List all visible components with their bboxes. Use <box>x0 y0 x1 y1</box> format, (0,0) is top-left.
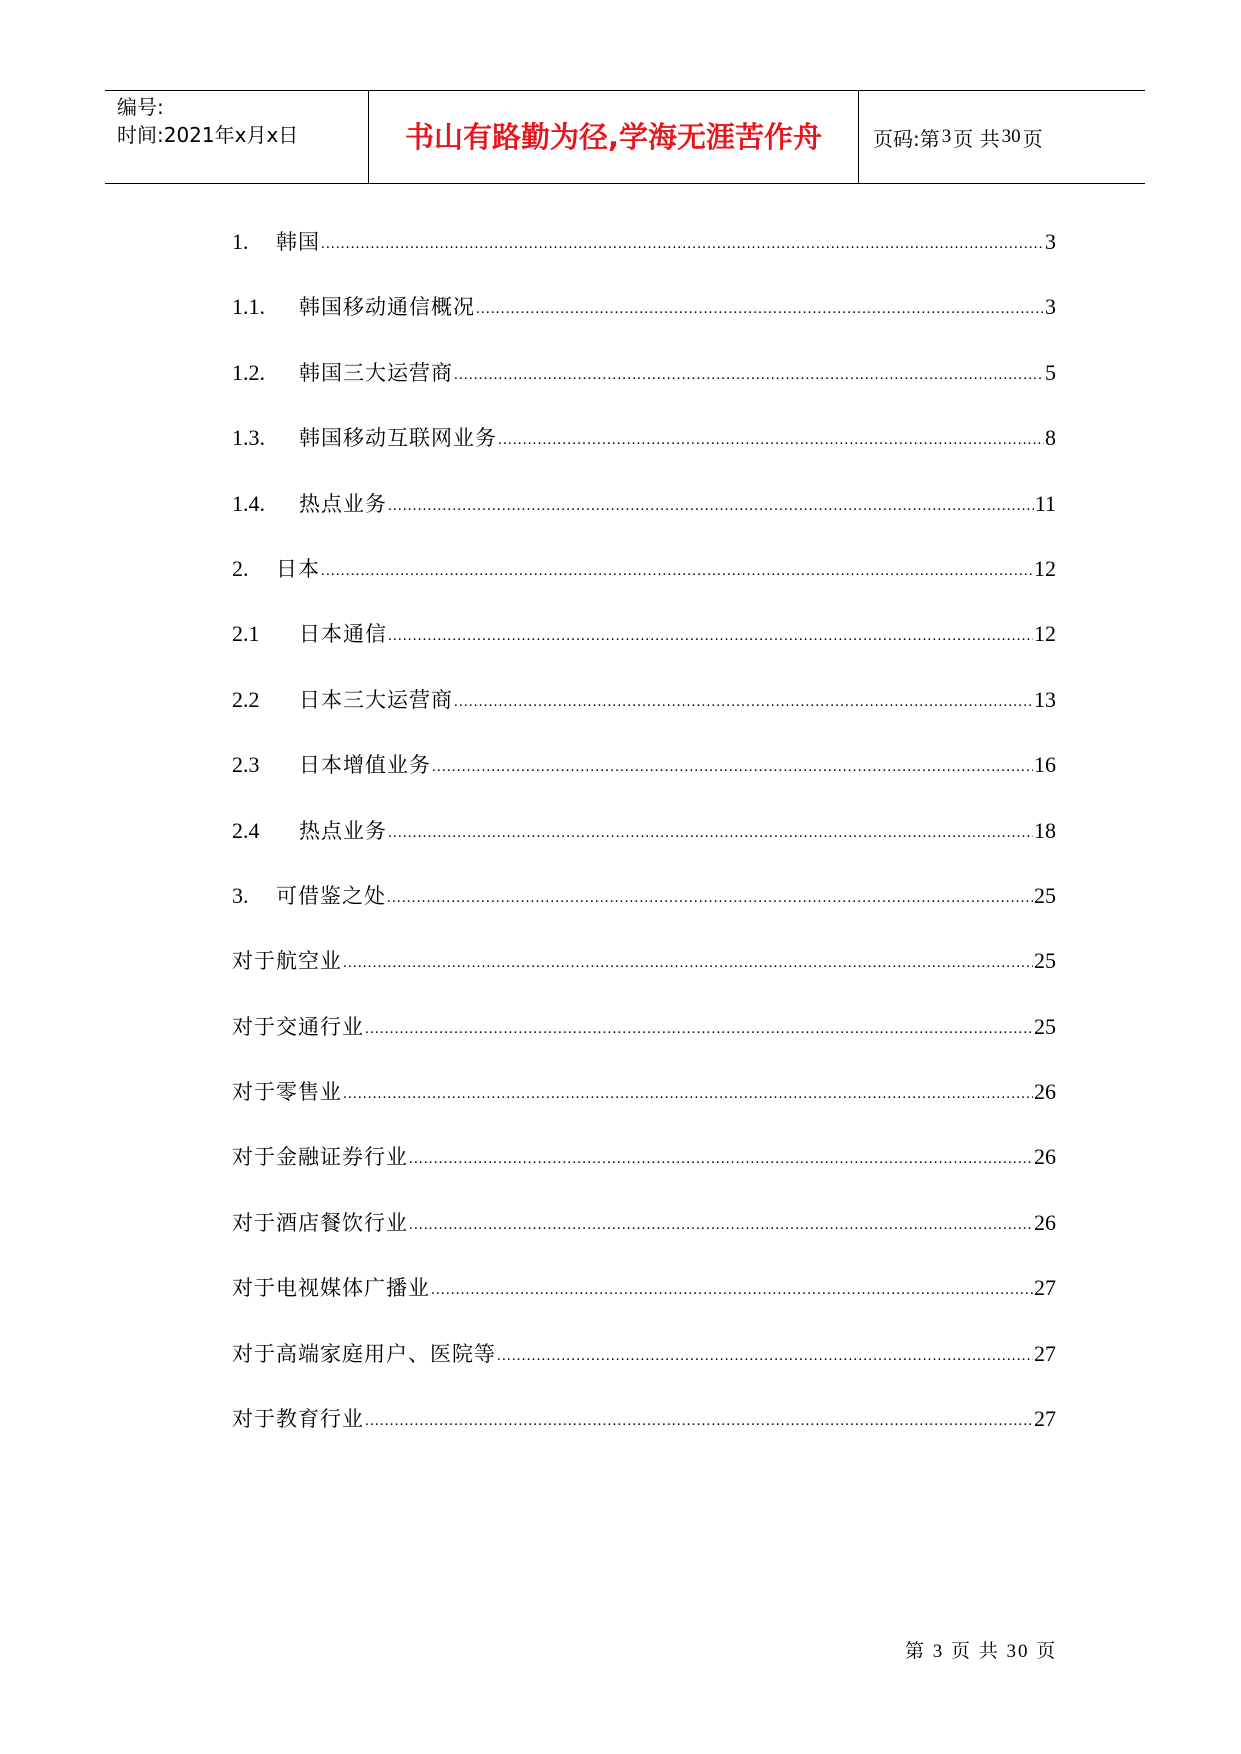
toc-entry[interactable] <box>232 488 1056 553</box>
time-label: 时间:2021年x月x日 <box>117 123 299 147</box>
toc-entry-title: 对于航空业 <box>232 949 342 974</box>
page-current: 3 <box>941 126 952 147</box>
toc-entry[interactable] <box>232 618 1056 683</box>
toc-entry[interactable] <box>232 291 1056 356</box>
table-of-contents <box>232 226 1056 1468</box>
toc-entry-number: 3. <box>232 882 249 908</box>
toc-entry-number: 1. <box>232 229 249 254</box>
toc-entry[interactable] <box>232 1272 1056 1337</box>
toc-entry-number: 1.3. <box>232 425 265 451</box>
toc-entry-title: 热点业务 <box>299 491 387 516</box>
toc-entry[interactable] <box>232 553 1056 618</box>
toc-dot-leader <box>365 1011 1033 1047</box>
toc-entry-page: 13 <box>1034 686 1056 712</box>
toc-entry-page: 27 <box>1034 1275 1056 1301</box>
toc-entry[interactable] <box>232 1076 1056 1141</box>
toc-dot-leader <box>431 1272 1033 1308</box>
toc-entry-number: 2.3 <box>232 752 260 778</box>
toc-entry-title: 对于电视媒体广播业 <box>232 1276 430 1301</box>
motto-text: 书山有路勤为径,学海无涯苦作舟 <box>404 119 823 154</box>
toc-entry[interactable] <box>232 226 1056 291</box>
page-mid: 页 共 <box>953 126 1000 151</box>
header-page-cell <box>859 91 1145 183</box>
toc-entry-page: 26 <box>1034 1144 1056 1170</box>
toc-entry[interactable] <box>232 1338 1056 1403</box>
toc-dot-leader <box>454 357 1044 393</box>
toc-entry-title: 对于金融证券行业 <box>232 1145 408 1170</box>
toc-entry-page: 3 <box>1045 294 1056 320</box>
toc-dot-leader <box>388 618 1033 654</box>
page-total: 30 <box>1001 126 1021 147</box>
toc-dot-leader <box>365 1403 1033 1439</box>
toc-entry-title: 对于零售业 <box>232 1080 342 1105</box>
toc-entry[interactable] <box>232 815 1056 880</box>
toc-entry-number: 1.4. <box>232 490 265 516</box>
toc-entry-page: 25 <box>1034 1013 1056 1039</box>
toc-dot-leader <box>343 1076 1033 1112</box>
toc-entry[interactable] <box>232 880 1056 945</box>
page-prefix: 页码:第 <box>873 126 940 151</box>
toc-dot-leader <box>498 422 1044 458</box>
toc-entry-number: 2.4 <box>232 817 260 843</box>
toc-entry-page: 11 <box>1034 490 1056 516</box>
toc-dot-leader <box>409 1207 1033 1243</box>
toc-entry-title: 可借鉴之处 <box>276 883 386 908</box>
toc-entry-page: 25 <box>1034 948 1056 974</box>
toc-entry[interactable] <box>232 749 1056 814</box>
page-suffix: 页 <box>1022 126 1043 151</box>
toc-entry-title: 对于教育行业 <box>232 1407 364 1432</box>
toc-dot-leader <box>321 553 1033 589</box>
toc-dot-leader <box>497 1338 1033 1374</box>
toc-entry-page: 26 <box>1034 1209 1056 1235</box>
toc-dot-leader <box>454 684 1033 720</box>
toc-entry[interactable] <box>232 684 1056 749</box>
header-info-cell <box>105 91 369 183</box>
toc-entry[interactable] <box>232 1207 1056 1272</box>
toc-entry-title: 日本 <box>276 556 320 581</box>
toc-entry[interactable] <box>232 1141 1056 1206</box>
toc-entry-title: 对于酒店餐饮行业 <box>232 1210 408 1235</box>
toc-entry-page: 12 <box>1034 555 1056 581</box>
toc-entry-page: 8 <box>1045 425 1056 451</box>
toc-entry[interactable] <box>232 1011 1056 1076</box>
toc-entry-title: 日本增值业务 <box>299 753 431 778</box>
toc-entry-title: 对于交通行业 <box>232 1014 364 1039</box>
toc-dot-leader <box>432 749 1033 785</box>
toc-entry-page: 27 <box>1034 1406 1056 1432</box>
toc-entry-page: 18 <box>1034 817 1056 843</box>
toc-dot-leader <box>409 1141 1033 1177</box>
toc-entry-page: 3 <box>1045 229 1056 254</box>
toc-entry[interactable] <box>232 422 1056 487</box>
toc-dot-leader <box>476 291 1044 327</box>
toc-entry-number: 1.2. <box>232 359 265 385</box>
toc-entry-number: 2.1 <box>232 621 260 647</box>
toc-entry-title: 韩国三大运营商 <box>299 360 453 385</box>
toc-entry-title: 日本三大运营商 <box>299 687 453 712</box>
toc-entry-title: 韩国 <box>276 230 320 254</box>
toc-entry-title: 韩国移动互联网业务 <box>299 426 497 451</box>
toc-entry[interactable] <box>232 945 1056 1010</box>
toc-entry-title: 日本通信 <box>299 622 387 647</box>
page-header <box>105 90 1145 184</box>
toc-dot-leader <box>387 880 1033 916</box>
doc-number-label: 编号: <box>117 95 164 119</box>
toc-entry-title: 热点业务 <box>299 818 387 843</box>
toc-entry-page: 26 <box>1034 1079 1056 1105</box>
page-footer: 第 3 页 共 30 页 <box>905 1641 1058 1662</box>
toc-entry-page: 5 <box>1045 359 1056 385</box>
toc-entry-page: 27 <box>1034 1340 1056 1366</box>
toc-entry-number: 2. <box>232 555 249 581</box>
toc-dot-leader <box>388 488 1034 524</box>
toc-entry[interactable] <box>232 1403 1056 1468</box>
toc-entry-title: 对于高端家庭用户、医院等 <box>232 1341 496 1366</box>
toc-entry[interactable] <box>232 357 1056 422</box>
toc-dot-leader <box>321 226 1044 262</box>
toc-dot-leader <box>388 815 1033 851</box>
header-motto-cell <box>369 91 859 183</box>
toc-entry-page: 12 <box>1034 621 1056 647</box>
toc-entry-number: 2.2 <box>232 686 260 712</box>
toc-entry-number: 1.1. <box>232 294 265 320</box>
toc-dot-leader <box>343 945 1033 981</box>
toc-entry-title: 韩国移动通信概况 <box>299 295 475 320</box>
toc-entry-page: 16 <box>1034 752 1056 778</box>
toc-entry-page: 25 <box>1034 882 1056 908</box>
